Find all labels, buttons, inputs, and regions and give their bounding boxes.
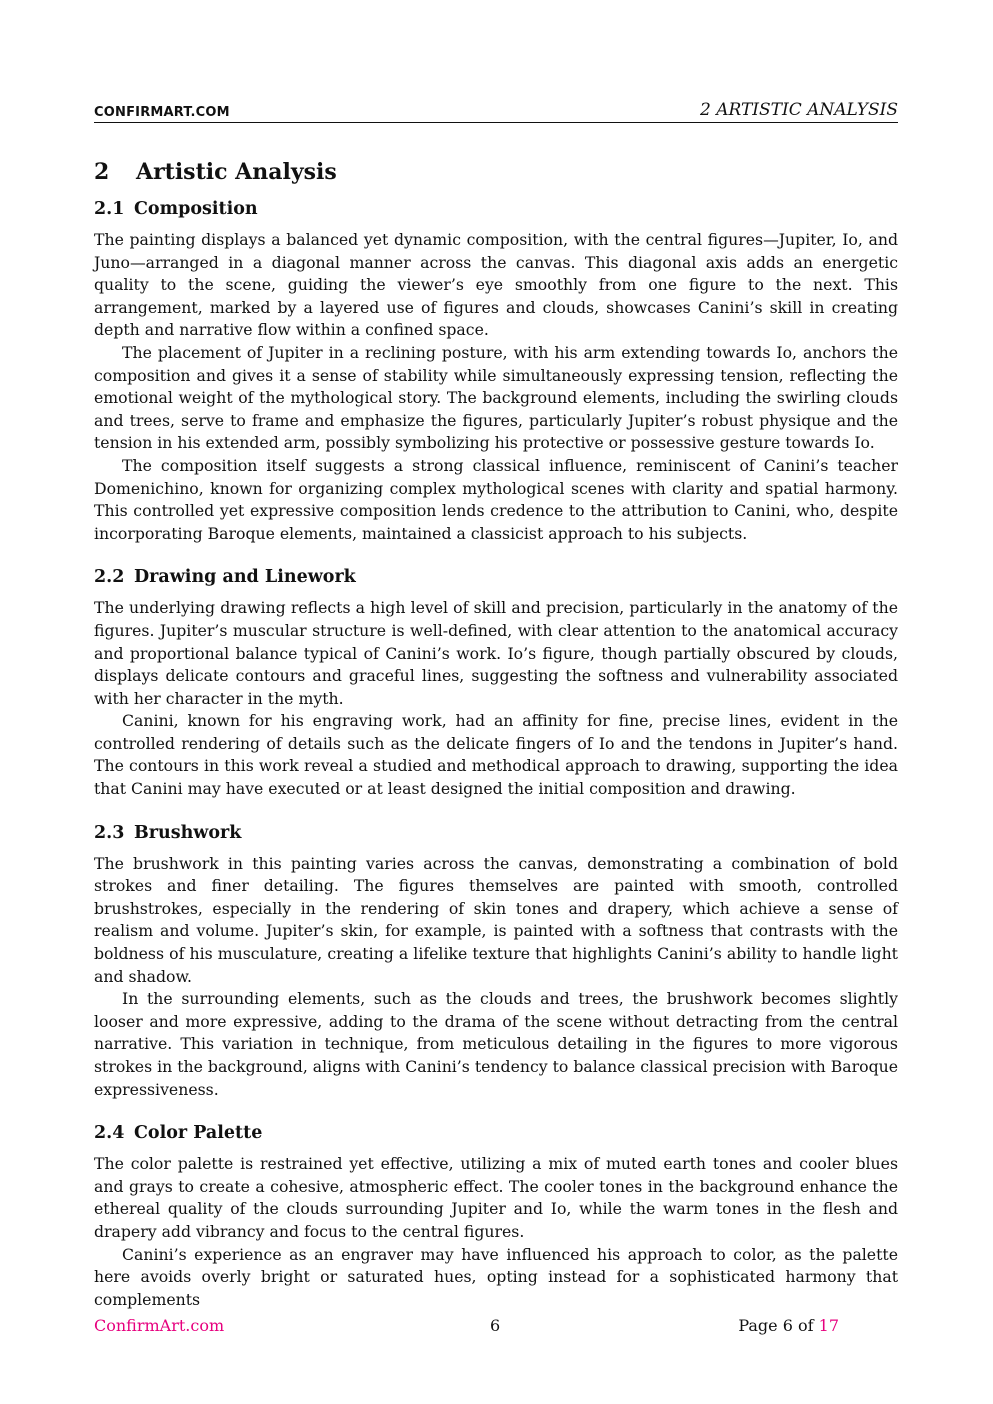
paragraph: The placement of Jupiter in a reclining posture, with his arm extending towards Io, anchors the composition and gives it a sense of stability while simultaneously expressing tension, reflecting the emotional weight of the mythological story. The background elements, including the swirling clouds and trees, serve to frame and emphasize the figures, particularly Jupiter’s robust physique and the tension in his extended arm, possibly symbolizing his protective or possessive gesture towards Io.	[94, 342, 898, 453]
section-brushwork	[94, 823, 898, 1102]
site-logo[interactable]: CONFIRMART.COM	[94, 105, 230, 120]
section-heading	[94, 823, 898, 843]
paragraph: Canini’s experience as an engraver may have influenced his approach to color, as the palette here avoids overly bright or saturated hues, opting instead for a sophisticated harmony that complements	[94, 1244, 898, 1309]
page	[94, 96, 898, 1333]
page-total-link[interactable]: 17	[818, 1316, 839, 1335]
section-title: Color Palette	[134, 1123, 263, 1144]
running-section-title: 2 ARTISTIC ANALYSIS	[699, 100, 898, 120]
chapter-number: 2	[94, 159, 110, 185]
paragraph: Canini, known for his engraving work, had an affinity for fine, precise lines, evident in the controlled rendering of details such as the delicate fingers of Io and the tendons in Jupiter’s hand. The contours in this work reveal a studied and methodical approach to drawing, supporting the idea that Canini may have executed or at least designed the initial composition and drawing.	[94, 711, 898, 799]
page-count-prefix: Page 6 of	[738, 1316, 819, 1335]
section-heading	[94, 1123, 898, 1143]
paragraph: The color palette is restrained yet effective, utilizing a mix of muted earth tones and cooler blues and grays to create a cohesive, atmospheric effect. The cooler tones in the background enhance the ethereal quality of the clouds surrounding Jupiter and Io, while the warm tones in the flesh and drapery add vibrancy and focus to the central figures.	[94, 1154, 898, 1241]
running-header	[94, 96, 898, 123]
footer-page-count	[738, 1316, 839, 1335]
section-title: Brushwork	[134, 822, 242, 843]
section-title: Composition	[134, 199, 258, 219]
section-number: 2.1	[94, 199, 125, 219]
section-heading	[94, 567, 898, 587]
section-title: Drawing and Linework	[134, 567, 356, 588]
paragraph: In the surrounding elements, such as the clouds and trees, the brushwork becomes slightly looser and more expressive, adding to the drama of the scene without detracting from the central narrative. This variation in technique, from meticulous detailing in the figures to more vigorous strokes in the background, aligns with Canini’s tendency to balance classical precision with Baroque expressiveness.	[94, 989, 898, 1099]
chapter-heading	[94, 159, 898, 185]
footer-site-link[interactable]: ConfirmArt.com	[94, 1316, 225, 1335]
paragraph: The composition itself suggests a strong classical influence, reminiscent of Canini’s teacher Domenichino, known for organizing complex mythological scenes with clarity and spatial harmony. This controlled yet expressive composition lends credence to the attribution to Canini, who, despite incorporating Baroque elements, maintained a classicist approach to his subjects.	[94, 455, 898, 543]
section-composition	[94, 199, 898, 545]
section-heading	[94, 199, 898, 219]
chapter-title: Artistic Analysis	[136, 159, 337, 185]
paragraph: The underlying drawing reflects a high level of skill and precision, particularly in the anatomy of the figures. Jupiter’s muscular structure is well-defined, with clear attention to the anatomical accuracy and proportional balance typical of Canini’s work. Io’s figure, though partially obscured by clouds, displays delicate contours and graceful lines, suggesting the softness and vulnerability associated with her character in the myth.	[94, 598, 898, 708]
section-color-palette	[94, 1123, 898, 1311]
section-number: 2.2	[94, 567, 125, 588]
section-number: 2.3	[94, 822, 125, 843]
section-number: 2.4	[94, 1123, 125, 1144]
paragraph: The painting displays a balanced yet dynamic composition, with the central figures—Jupiter, Io, and Juno—arranged in a diagonal manner across the canvas. This diagonal axis adds an energetic quality to the scene, guiding the viewer’s eye smoothly from one figure to the next. This arrangement, marked by a layered use of figures and clouds, showcases Canini’s skill in creating depth and narrative flow within a confined space.	[94, 230, 898, 340]
section-drawing-linework	[94, 567, 898, 800]
footer-page-number: 6	[490, 1316, 501, 1335]
paragraph: The brushwork in this painting varies across the canvas, demonstrating a combination of bold strokes and finer detailing. The figures themselves are painted with smooth, controlled brushstrokes, especially in the rendering of skin tones and drapery, which achieve a sense of realism and volume. Jupiter’s skin, for example, is painted with a softness that contrasts with the boldness of his musculature, creating a lifelike texture that highlights Canini’s ability to handle light and shadow.	[94, 853, 898, 986]
